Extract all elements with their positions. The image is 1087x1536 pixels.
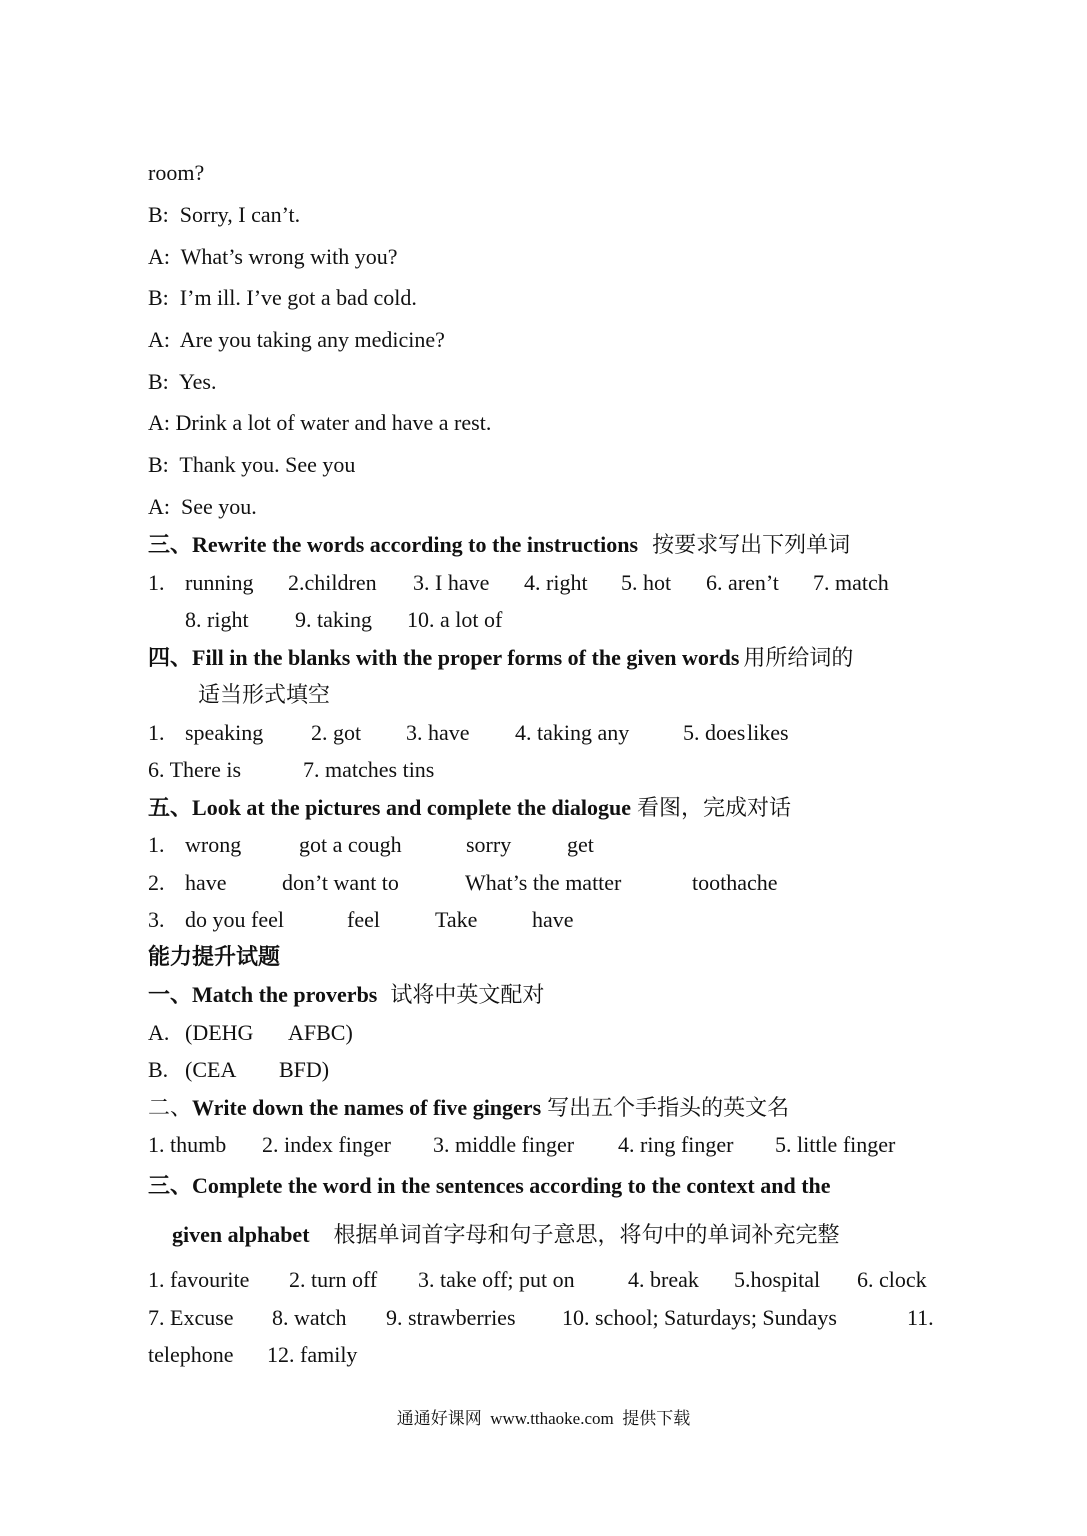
answer-line [148, 1131, 895, 1159]
answer-item: 6. There is [148, 757, 242, 782]
answer-item: toothache [692, 870, 778, 895]
answer-line [148, 1266, 927, 1294]
answer-line [148, 906, 574, 934]
dialogue-line: A: See you. [148, 494, 257, 519]
section-title-zh: 根据单词首字母和句子意思，将句中的单词补充完整 [333, 1222, 840, 1247]
answer-item: sorry [466, 832, 512, 857]
section-title-en: Write down the names of five gingers [192, 1095, 542, 1120]
answer-line [148, 1304, 934, 1332]
answer-item: 6. aren’t [706, 570, 779, 595]
section-heading [148, 981, 544, 1009]
section-heading-cont [172, 1221, 840, 1249]
answer-item: telephone [148, 1342, 234, 1367]
dialogue-line: room? [148, 160, 205, 185]
answer-item: speaking [185, 720, 264, 745]
dialogue-line: B: I’m ill. I’ve got a bad cold. [148, 285, 417, 310]
answer-item: 6. clock [857, 1267, 927, 1292]
answer-item: don’t want to [282, 870, 399, 895]
answer-item: (CEA [185, 1057, 237, 1082]
answer-item: got a cough [299, 832, 402, 857]
answer-item: do you feel [185, 907, 284, 932]
answer-item: 9. taking [295, 607, 372, 632]
answer-item: 1. [148, 720, 165, 745]
section-label: 四、 [148, 645, 193, 670]
answer-item: B. [148, 1057, 169, 1082]
answer-item: wrong [185, 832, 242, 857]
answer-line [148, 569, 889, 597]
section-heading-cont: 适当形式填空 [198, 682, 331, 707]
dialogue-line: B: Yes. [148, 369, 217, 394]
section-title-en: given alphabet [172, 1222, 310, 1247]
answer-item: 2. [148, 870, 165, 895]
answer-line [148, 719, 789, 747]
answer-item: 2. index finger [262, 1132, 391, 1157]
answer-item: 3. take off; put on [418, 1267, 575, 1292]
answer-item: 7. matches tins [303, 757, 435, 782]
answer-item: 10. school; Saturdays; Sundays [562, 1305, 837, 1330]
answer-item: likes [747, 720, 789, 745]
answer-item: 1. [148, 570, 165, 595]
section-label: 一、 [148, 982, 193, 1007]
answer-item: 2. turn off [289, 1267, 378, 1292]
section-heading [148, 1094, 789, 1122]
section-heading [148, 644, 853, 672]
answer-item: 4. taking any [515, 720, 630, 745]
answer-item: get [567, 832, 594, 857]
answer-item: 7. match [813, 570, 889, 595]
page-subtitle: 能力提升试题 [148, 944, 281, 969]
answer-item: 4. break [628, 1267, 699, 1292]
answer-item: 8. right [185, 607, 249, 632]
dialogue-line: A: Drink a lot of water and have a rest. [148, 410, 492, 435]
answer-item: 10. a lot of [407, 607, 503, 632]
answer-item: 5. little finger [775, 1132, 896, 1157]
answer-line [148, 1056, 329, 1084]
section-heading [148, 1172, 831, 1200]
answer-item: 5. hot [621, 570, 672, 595]
answer-item: BFD) [279, 1057, 330, 1082]
answer-line [185, 606, 502, 634]
section-title-en: Match the proverbs [192, 982, 378, 1007]
section-title-en: Fill in the blanks with the proper forms of the given words [192, 645, 740, 670]
dialogue-line: A: What’s wrong with you? [148, 244, 398, 269]
section-title-zh: 看图，完成对话 [637, 795, 792, 820]
answer-item: have [532, 907, 574, 932]
answer-line [148, 1341, 357, 1369]
answer-item: What’s the matter [465, 870, 622, 895]
answer-item: 4. right [524, 570, 588, 595]
section-heading [148, 531, 850, 559]
answer-item: AFBC) [288, 1020, 353, 1045]
answer-item: 4. ring finger [618, 1132, 734, 1157]
answer-item: 7. Excuse [148, 1305, 234, 1330]
answer-line [148, 1019, 353, 1047]
section-title-zh: 试将中英文配对 [390, 982, 545, 1007]
section-label: 三、 [148, 1173, 193, 1198]
section-heading [148, 794, 791, 822]
answer-item: (DEHG [185, 1020, 254, 1045]
answer-item: A. [148, 1020, 170, 1045]
answer-item: feel [347, 907, 380, 932]
answer-item: 1. [148, 832, 165, 857]
section-title-en: Complete the word in the sentences according to the context and the [192, 1173, 831, 1198]
dialogue-line: A: Are you taking any medicine? [148, 327, 445, 352]
answer-item: 3. I have [413, 570, 490, 595]
answer-item: 3. [148, 907, 165, 932]
dialogue-line: B: Sorry, I can’t. [148, 202, 301, 227]
answer-item: 1. thumb [148, 1132, 227, 1157]
section-title-zh: 按要求写出下列单词 [652, 532, 851, 557]
page-footer: 通通好课网 www.tthaoke.com 提供下载 [396, 1409, 691, 1428]
answer-item: running [185, 570, 254, 595]
answer-item: 1. favourite [148, 1267, 250, 1292]
answer-item: 2.children [288, 570, 377, 595]
answer-item: 5.hospital [734, 1267, 821, 1292]
answer-item: 8. watch [272, 1305, 347, 1330]
section-label: 二、 [148, 1095, 193, 1120]
answer-item: Take [435, 907, 478, 932]
answer-item: 5. does [683, 720, 746, 745]
section-title-en: Rewrite the words according to the instructions [192, 532, 639, 557]
answer-line [148, 831, 594, 859]
section-title-en: Look at the pictures and complete the dialogue [192, 795, 631, 820]
section-label: 五、 [148, 795, 193, 820]
section-label: 三、 [148, 532, 193, 557]
section-title-zh: 写出五个手指头的英文名 [547, 1095, 790, 1120]
answer-line [148, 869, 778, 897]
answer-item: 9. strawberries [386, 1305, 516, 1330]
answer-item: 11. [907, 1305, 934, 1330]
answer-item: 3. middle finger [433, 1132, 575, 1157]
section-title-zh: 用所给词的 [743, 645, 854, 670]
answer-item: 3. have [406, 720, 470, 745]
dialogue-line: B: Thank you. See you [148, 452, 356, 477]
answer-item: have [185, 870, 227, 895]
answer-item: 12. family [267, 1342, 358, 1367]
answer-line [148, 756, 434, 784]
answer-item: 2. got [311, 720, 362, 745]
